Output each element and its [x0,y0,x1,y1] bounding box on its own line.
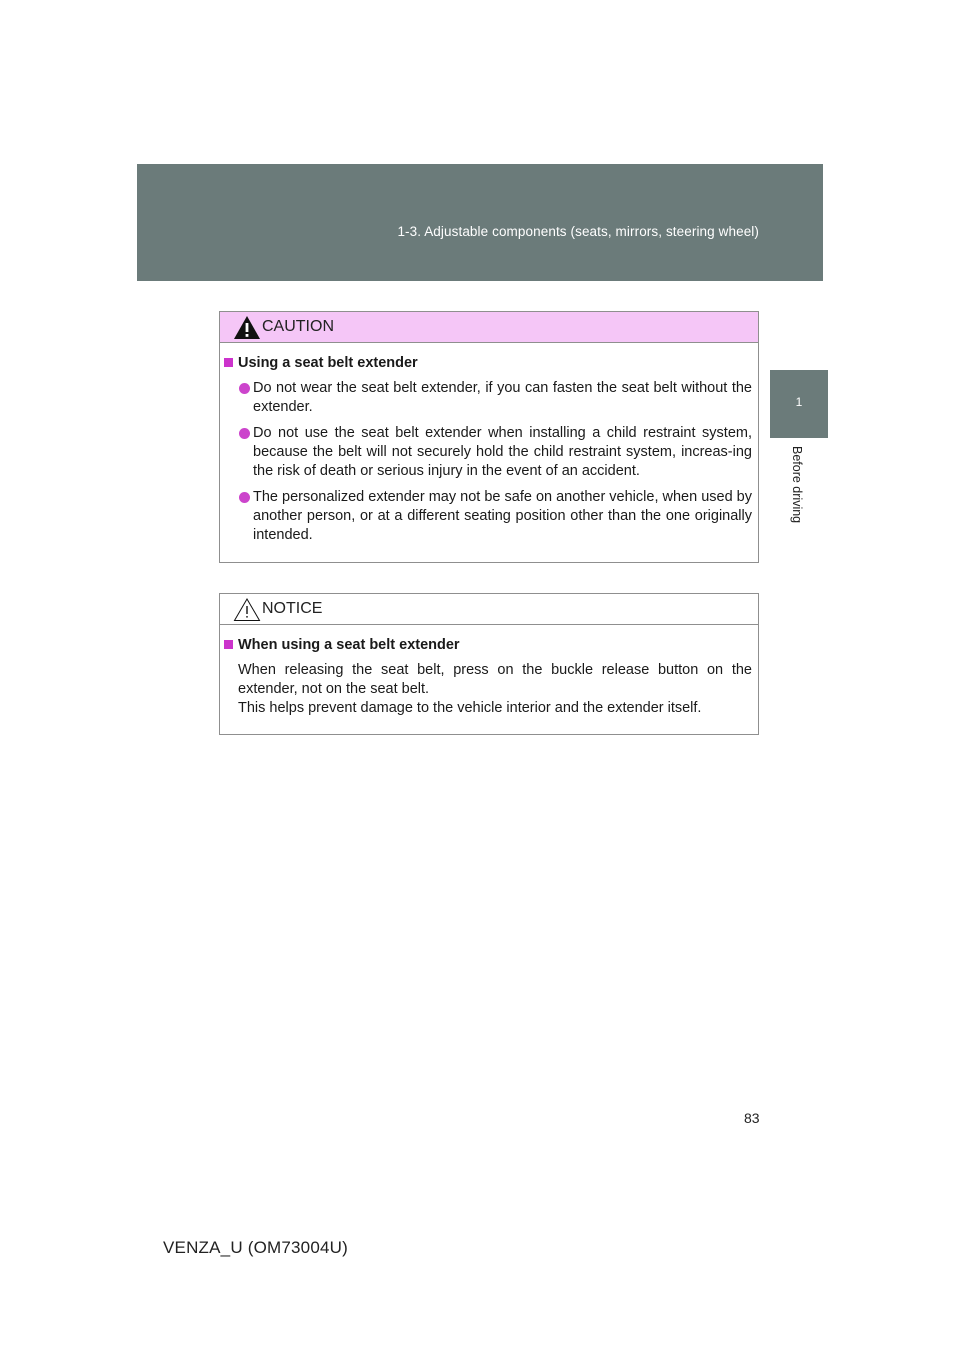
notice-line: This helps prevent damage to the vehicle interior and the extender itself. [238,700,702,716]
notice-body [220,625,758,718]
section-title: 1-3. Adjustable components (seats, mirrors, steering wheel) [397,224,759,239]
warning-triangle-filled-icon [233,315,261,340]
notice-section-title [224,636,752,655]
circle-bullet-icon [239,428,250,439]
caution-bullet-text: The personalized extender may not be safe on another vehicle, when used by another person, or at a different seating position other than the one originally intended. [253,489,752,543]
chapter-number: 1 [795,395,803,409]
notice-header [220,594,758,625]
warning-triangle-outline-icon [233,597,261,622]
square-bullet-icon [224,640,233,649]
notice-paragraph [224,661,752,718]
circle-bullet-icon [239,492,250,503]
caution-bullet-text: Do not wear the seat belt extender, if you can fasten the seat belt without the extender. [253,380,752,415]
caution-bullet [224,424,752,481]
chapter-label: Before driving [790,446,804,524]
circle-bullet-icon [239,383,250,394]
caution-bullet [224,379,752,417]
notice-line: When releasing the seat belt, press on the buckle release button on the extender, not on the seat belt. [238,662,752,697]
caution-section-title-text: Using a seat belt extender [238,355,418,371]
caution-body [220,343,758,545]
caution-header [220,312,758,343]
notice-section-title-text: When using a seat belt extender [238,637,460,653]
caution-section-title [224,354,752,373]
notice-heading: NOTICE [262,600,323,617]
chapter-header-band [137,164,823,281]
caution-bullet [224,488,752,545]
chapter-label-container [790,446,806,541]
caution-heading: CAUTION [262,318,334,335]
caution-box [219,311,759,563]
caution-bullet-text: Do not use the seat belt extender when installing a child restraint system, because the belt will not securely hold the child restraint system, increas-ing the risk of death or serious injury in the event of an accident. [253,425,752,479]
square-bullet-icon [224,358,233,367]
notice-box [219,593,759,735]
chapter-tab [770,370,828,438]
page-number: 83 [744,1110,760,1126]
document-code: VENZA_U (OM73004U) [163,1238,348,1257]
